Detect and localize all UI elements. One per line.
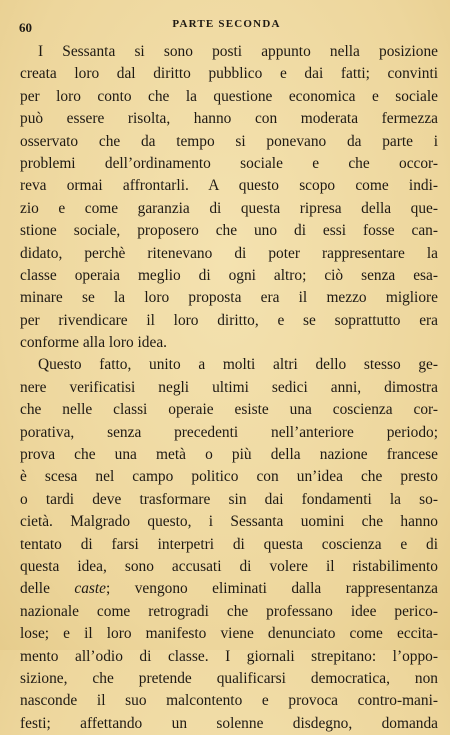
text-line: zio e come garanzia di questa ripresa della que- [20,199,438,217]
text-line: classe operaia meglio di ogni altro; ciò senza esa- [20,266,438,284]
text-line: Questo fatto, unito a molti altri dello stesso ge- [38,356,438,374]
text-line: conforme alla loro idea. [20,334,168,352]
text-line: creata loro dal diritto pubblico e dai fatti; convinti [20,65,438,83]
text-line: festi; affettando un solenne disdegno, domanda [20,714,438,732]
text-line: nere verificatisi negli ultimi sedici anni, dimostra [20,378,438,396]
text-line: che nelle classi operaie esiste una coscienza cor- [20,401,438,419]
line-start: delle [20,580,75,598]
text-line: porativa, senza precedenti nell’anteriore periodo; [20,423,438,441]
text-line: prova che una metà o più della nazione francese [20,446,438,464]
text-line: questa idea, sono accusati di volere il ristabilimento [20,557,438,575]
text-line: didato, perchè ritenevano di poter rappresentare la [20,244,438,262]
page-number: 60 [19,20,32,35]
text-line: nazionale come retrogradi che professano idee perico- [20,602,438,620]
running-head [19,14,434,34]
text-line: I Sessanta si sono posti appunto nella posizione [38,43,438,60]
text-line: stione sociale, proposero che uno di essi fosse can- [20,222,438,240]
text-line: è scesa nel campo politico con un’idea che presto [20,468,438,486]
text-line: lose; e il loro manifesto viene denunciato come eccita- [20,625,438,643]
text-line: minare se la loro proposta era il mezzo migliore [20,289,438,307]
text-line: mento all’odio di classe. I giornali strepitano: l’oppo- [20,647,438,665]
text-line: può essere risolta, hanno con moderata fermezza [20,110,438,128]
text-line: reva ormai affrontarli. A questo scopo come indi- [20,177,438,195]
section-title: PARTE SECONDA [172,18,281,30]
italic-word: caste [74,580,106,598]
paragraph-2 [20,354,438,735]
text-line: per loro conto che la questione economica e sociale [20,87,438,105]
text-line: osservato che da tempo si ponevano da parte i [20,132,438,150]
text-line: problemi dell’ordinamento sociale e che occor- [20,154,438,172]
body-text [20,41,438,735]
text-line: sizione, che pretende qualificarsi democratica, non [20,669,438,687]
paragraph-1 [20,41,438,354]
text-line: nasconde il suo malcontento e provoca contro-mani- [20,692,438,710]
text-line: tentato di farsi interpetri di questa coscienza e di [20,535,438,553]
text-line-with-italic [20,578,438,600]
line-rest: ; vengono eliminati dalla rappresentanza [106,580,438,598]
text-line: cietà. Malgrado questo, i Sessanta uomini che hanno [20,513,438,531]
text-line: o tardi deve trasformare sin dai fondamenti la so- [20,490,438,508]
text-line: per rivendicare il loro diritto, e se soprattutto era [20,311,438,329]
